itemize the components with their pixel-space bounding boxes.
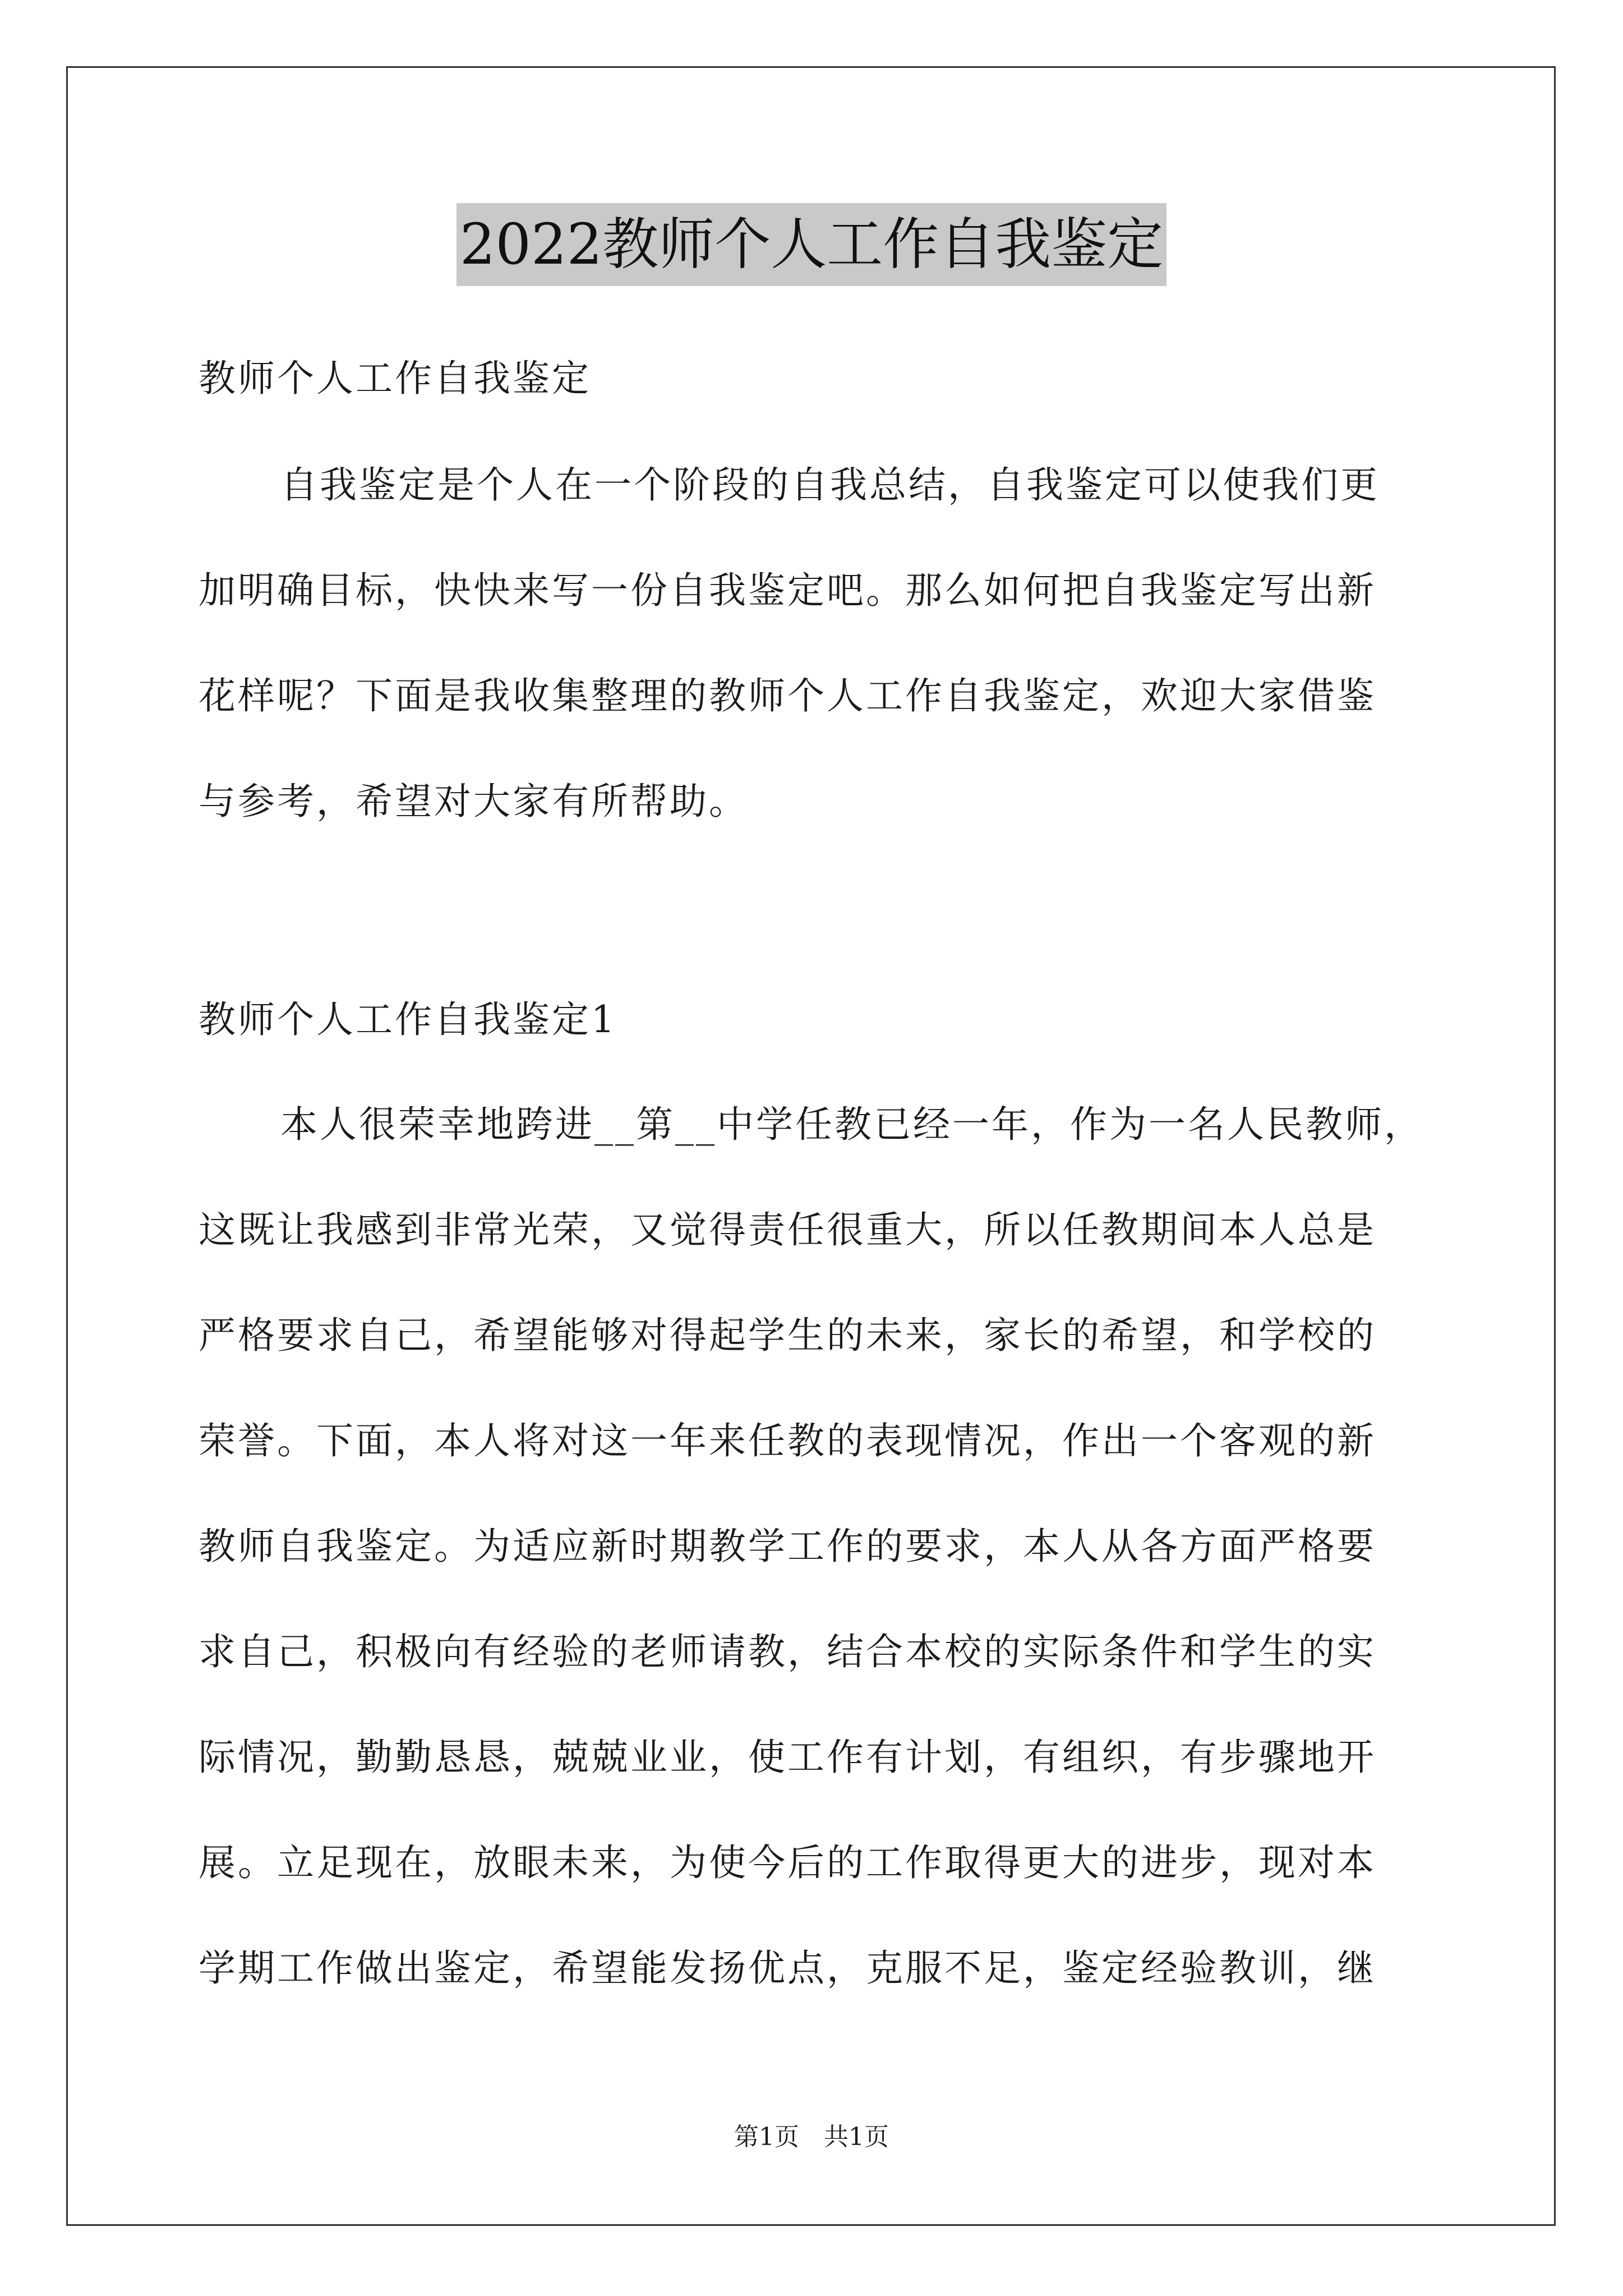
paragraph-line: 自我鉴定是个人在一个阶段的自我总结，自我鉴定可以使我们更 [280, 463, 1380, 507]
paragraph-line: 教师自我鉴定。为适应新时期教学工作的要求，本人从各方面严格要 [199, 1525, 1376, 1568]
paragraph-line: 求自己，积极向有经验的老师请教，结合本校的实际条件和学生的实 [199, 1630, 1376, 1673]
section-heading: 教师个人工作自我鉴定1 [199, 998, 617, 1041]
document-title: 2022教师个人工作自我鉴定 [457, 203, 1167, 286]
paragraph-line: 这既让我感到非常光荣，又觉得责任很重大，所以任教期间本人总是 [199, 1208, 1376, 1251]
paragraph-line: 花样呢？下面是我收集整理的教师个人工作自我鉴定，欢迎大家借鉴 [199, 674, 1376, 717]
paragraph-line: 本人很荣幸地跨进__第__中学任教已经一年，作为一名人民教师， [280, 1103, 1423, 1146]
paragraph-line: 加明确目标，快快来写一份自我鉴定吧。那么如何把自我鉴定写出新 [199, 569, 1376, 612]
page-footer: 第1页 共1页 [734, 2123, 889, 2151]
title-container [0, 203, 1623, 286]
intro-heading: 教师个人工作自我鉴定 [199, 357, 591, 400]
paragraph-line: 荣誉。下面，本人将对这一年来任教的表现情况，作出一个客观的新 [199, 1419, 1376, 1462]
paragraph-line: 展。立足现在，放眼未来，为使今后的工作取得更大的进步，现对本 [199, 1841, 1376, 1884]
paragraph-line: 严格要求自己，希望能够对得起学生的未来，家长的希望，和学校的 [199, 1314, 1376, 1357]
paragraph-line: 学期工作做出鉴定，希望能发扬优点，克服不足，鉴定经验教训，继 [199, 1947, 1376, 1990]
paragraph-line: 与参考，希望对大家有所帮助。 [199, 780, 748, 823]
paragraph-line: 际情况，勤勤恳恳，兢兢业业，使工作有计划，有组织，有步骤地开 [199, 1736, 1376, 1779]
